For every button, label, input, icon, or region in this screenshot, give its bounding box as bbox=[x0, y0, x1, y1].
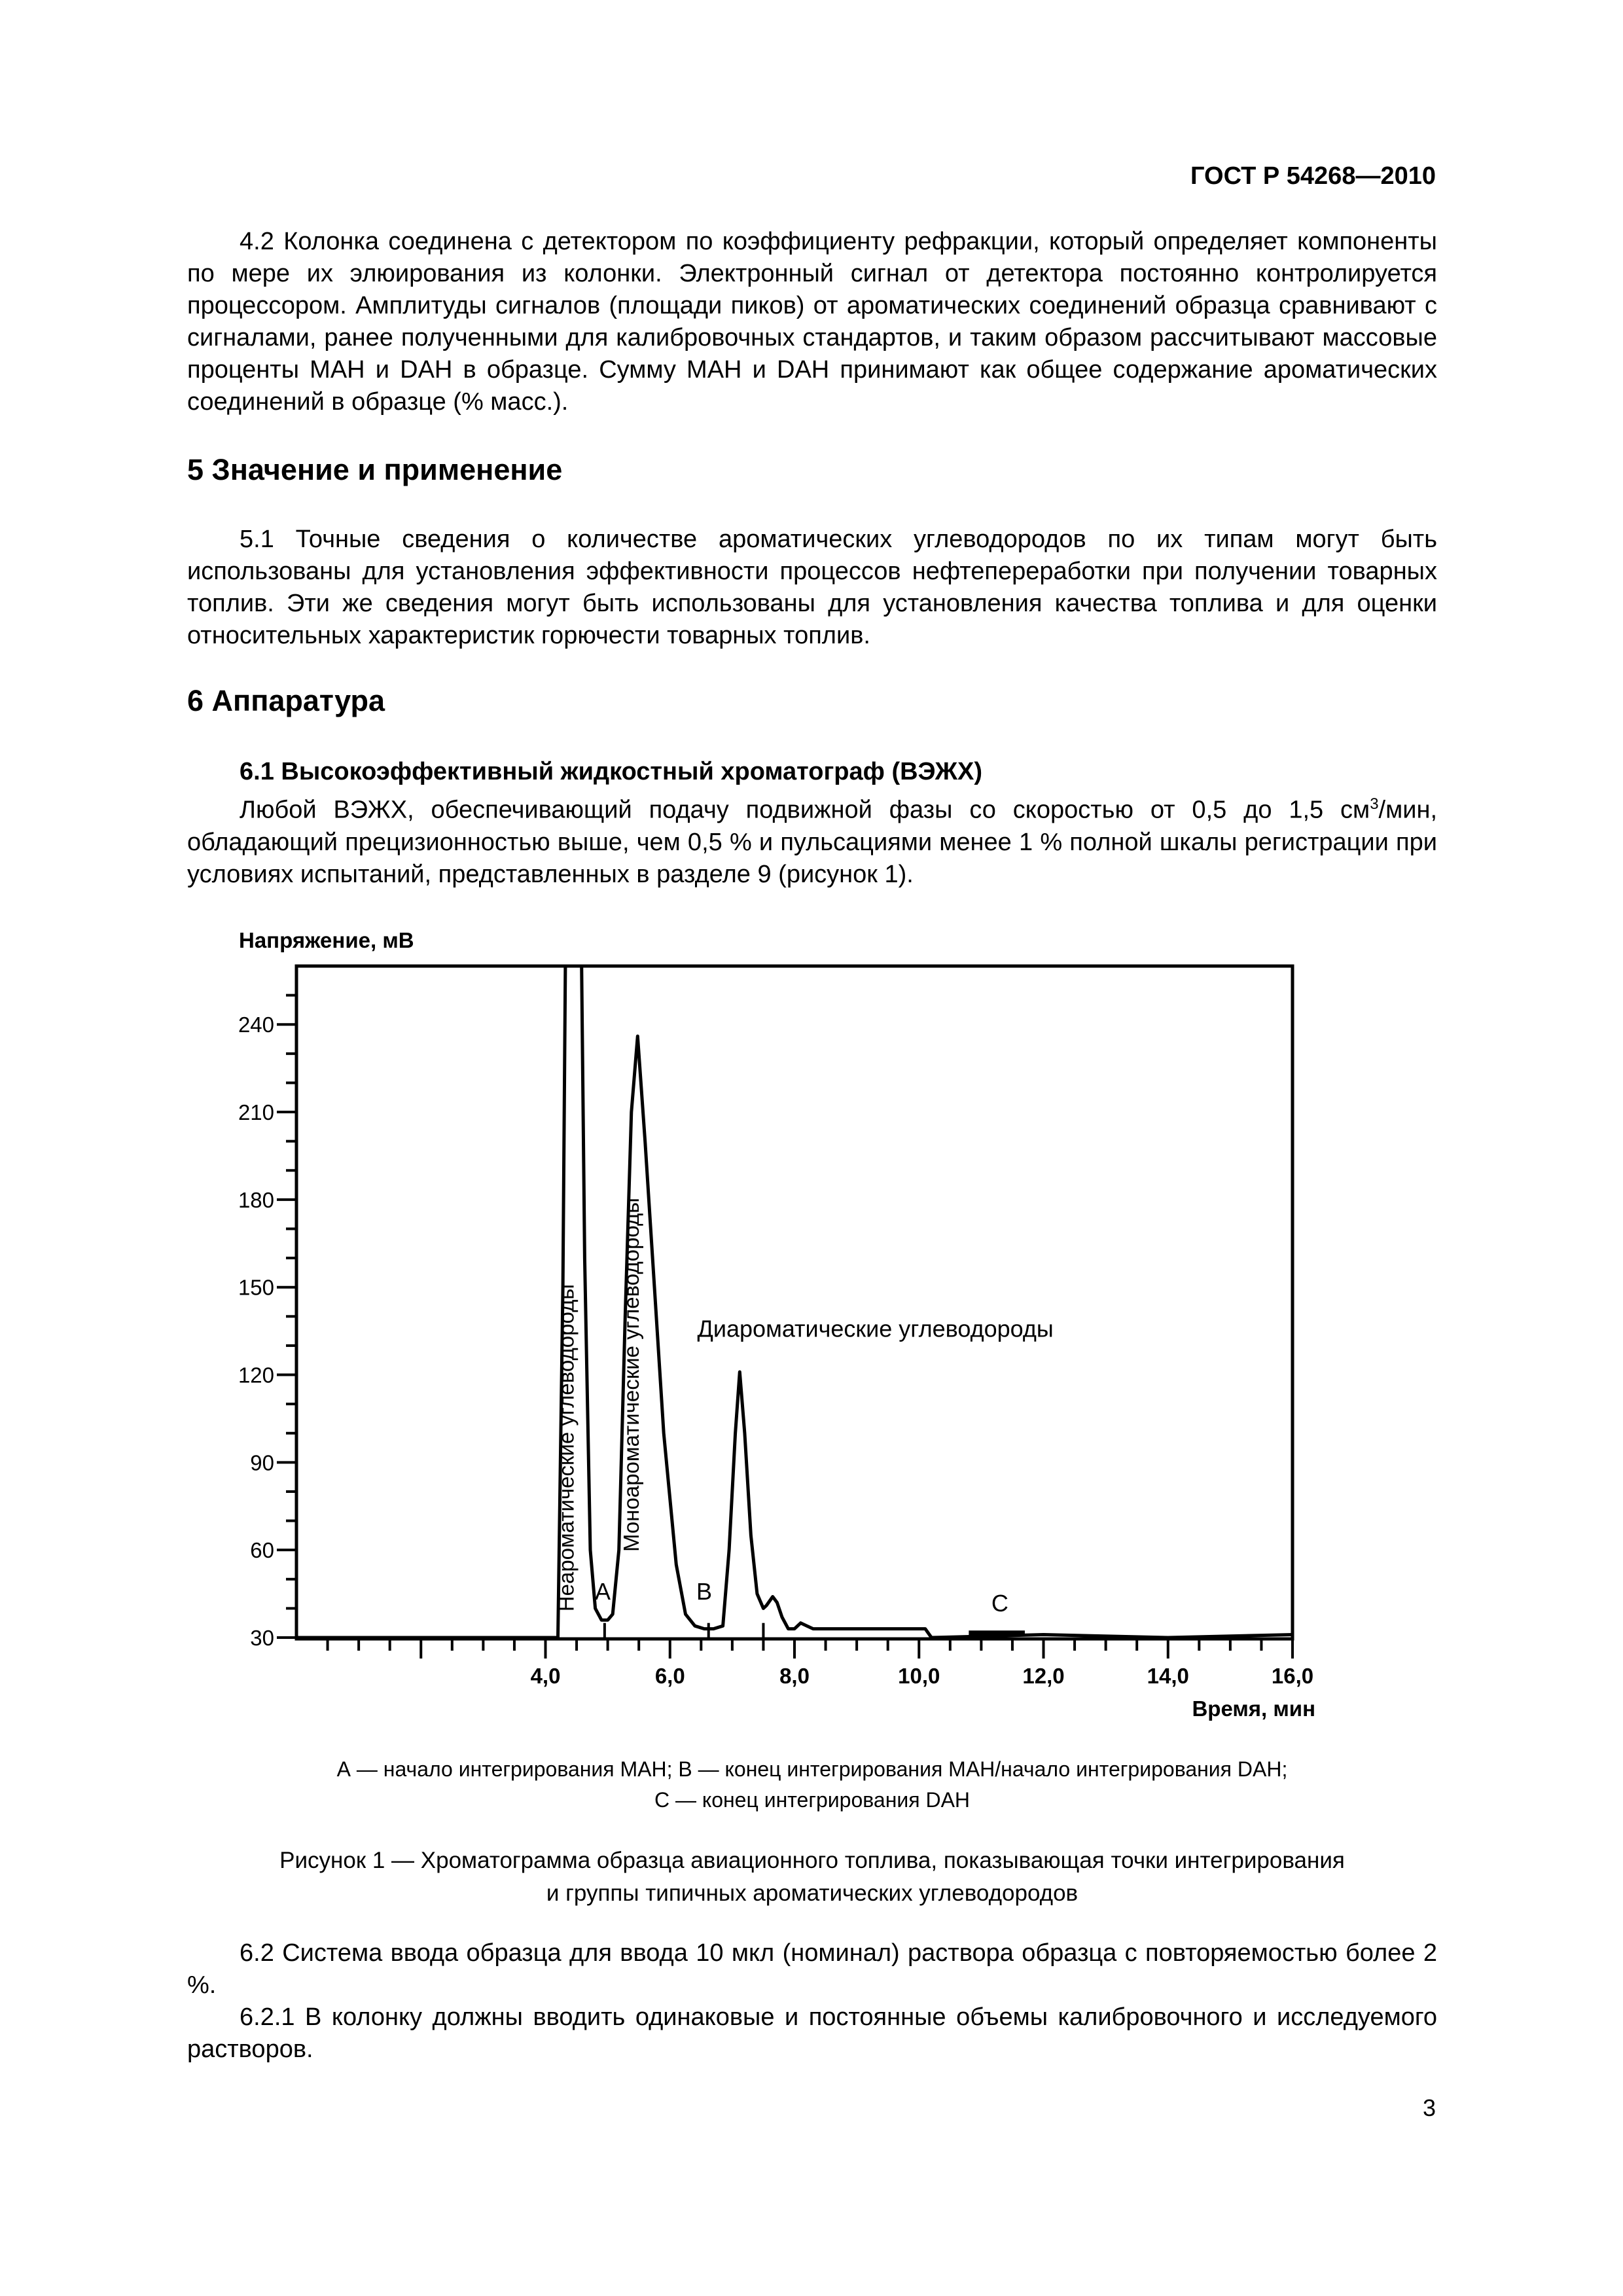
y-tick-label: 150 bbox=[238, 1275, 274, 1300]
x-tick-label: 12,0 bbox=[1022, 1664, 1065, 1688]
y-tick-label: 240 bbox=[238, 1013, 274, 1037]
paragraph-5-1-text: 5.1 Точные сведения о количестве ароматических углеводородов по их типам могут быть использованы для установления эффективности процессов нефтепереработки при получении товарных топлив. Эти же сведения могут быть использованы для установления качества топлива и для оценки относительных характеристик горючести товарных топлив. bbox=[187, 526, 1437, 649]
figure-caption-line1: Рисунок 1 — Хроматограмма образца авиационного топлива, показывающая точки интегрирования bbox=[279, 1848, 1345, 1873]
figure-legend bbox=[187, 1754, 1437, 1816]
y-tick-label: 90 bbox=[250, 1450, 274, 1475]
figure-legend-line2: С — конец интегрирования DAH bbox=[654, 1788, 971, 1812]
x-axis-label: Время, мин bbox=[1192, 1696, 1315, 1721]
paragraph-6-2-1-text: 6.2.1 В колонку должны вводить одинаковые и постоянные объемы калибровочного и исследуемого растворов. bbox=[187, 2003, 1437, 2063]
section-5-title: 5 Значение и применение bbox=[187, 453, 563, 486]
section-6-2 bbox=[187, 1937, 1437, 2066]
x-tick-label: 4,0 bbox=[530, 1664, 561, 1688]
x-tick-label: 10,0 bbox=[898, 1664, 940, 1688]
y-tick-label: 180 bbox=[238, 1187, 274, 1212]
figure-caption bbox=[187, 1844, 1437, 1910]
x-tick-label: 16,0 bbox=[1271, 1664, 1314, 1688]
page-number: 3 bbox=[1422, 2094, 1436, 2121]
peak-group-label: Моноароматические углеводороды bbox=[619, 1198, 644, 1552]
section-6-title: 6 Аппаратура bbox=[187, 684, 385, 717]
paragraph-6-1-part-b: /мин, обладающий прецизионностью выше, чем 0,5 % и пульсациями менее 1 % полной шкалы регистрации при условиях испытаний, представленных в разделе 9 (рисунок 1). bbox=[187, 796, 1437, 888]
integration-point-label: C bbox=[991, 1589, 1008, 1617]
y-tick-label: 30 bbox=[250, 1626, 274, 1650]
y-axis-label: Напряжение, мВ bbox=[239, 928, 414, 952]
integration-point-label: A bbox=[595, 1578, 611, 1605]
y-tick-label: 60 bbox=[250, 1538, 274, 1563]
paragraph-6-1-part-a: Любой ВЭЖХ, обеспечивающий подачу подвижной фазы со скоростью от 0,5 до 1,5 см bbox=[240, 796, 1370, 824]
paragraph-5-1 bbox=[187, 524, 1437, 652]
paragraph-4-2 bbox=[187, 226, 1437, 418]
x-tick-label: 14,0 bbox=[1147, 1664, 1189, 1688]
superscript-3: 3 bbox=[1370, 795, 1379, 813]
chromatogram-trace bbox=[296, 966, 1293, 1638]
paragraph-4-2-text: 4.2 Колонка соединена с детектором по коэффициенту рефракции, который определяет компоненты по мере их элюирования из колонки. Электронный сигнал от детектора постоянно контролируется процессором. Амплитуды сигналов (площади пиков) от ароматических соединений образца сравнивают с сигналами, ранее полученными для калибровочных стандартов, и таким образом рассчитывают массовые проценты МАН и DAH в образце. Сумму МАН и DAH принимают как общее содержание ароматических соединений в образце (% масс.). bbox=[187, 228, 1437, 416]
y-tick-label: 120 bbox=[238, 1363, 274, 1388]
y-tick-label: 210 bbox=[238, 1100, 274, 1125]
paragraph-6-1-text bbox=[187, 788, 1437, 891]
peak-group-label: Диароматические углеводороды bbox=[697, 1315, 1054, 1342]
figure-legend-line1: А — начало интегрирования МАН; В — конец интегрирования МАН/начало интегрирования DAH; bbox=[336, 1757, 1288, 1781]
plot-frame bbox=[296, 966, 1293, 1639]
figure-caption-line2: и группы типичных ароматических углеводородов bbox=[546, 1880, 1079, 1906]
subsection-6-1-title: 6.1 Высокоэффективный жидкостный хроматограф (ВЭЖХ) bbox=[240, 758, 982, 785]
y-axis-ticks bbox=[238, 996, 296, 1650]
peak-group-label: Неароматические углеводороды bbox=[554, 1283, 579, 1612]
x-axis-ticks bbox=[328, 1639, 1314, 1688]
paragraph-6-2-text: 6.2 Система ввода образца для ввода 10 мкл (номинал) раствора образца с повторяемостью более 2 %. bbox=[187, 1939, 1437, 1999]
integration-point-label: B bbox=[696, 1578, 713, 1605]
page-header: ГОСТ Р 54268—2010 bbox=[1190, 162, 1436, 190]
x-tick-label: 8,0 bbox=[779, 1664, 810, 1688]
x-tick-label: 6,0 bbox=[654, 1664, 685, 1688]
section-6-1 bbox=[187, 756, 1437, 891]
plot-marks bbox=[296, 966, 1293, 1638]
